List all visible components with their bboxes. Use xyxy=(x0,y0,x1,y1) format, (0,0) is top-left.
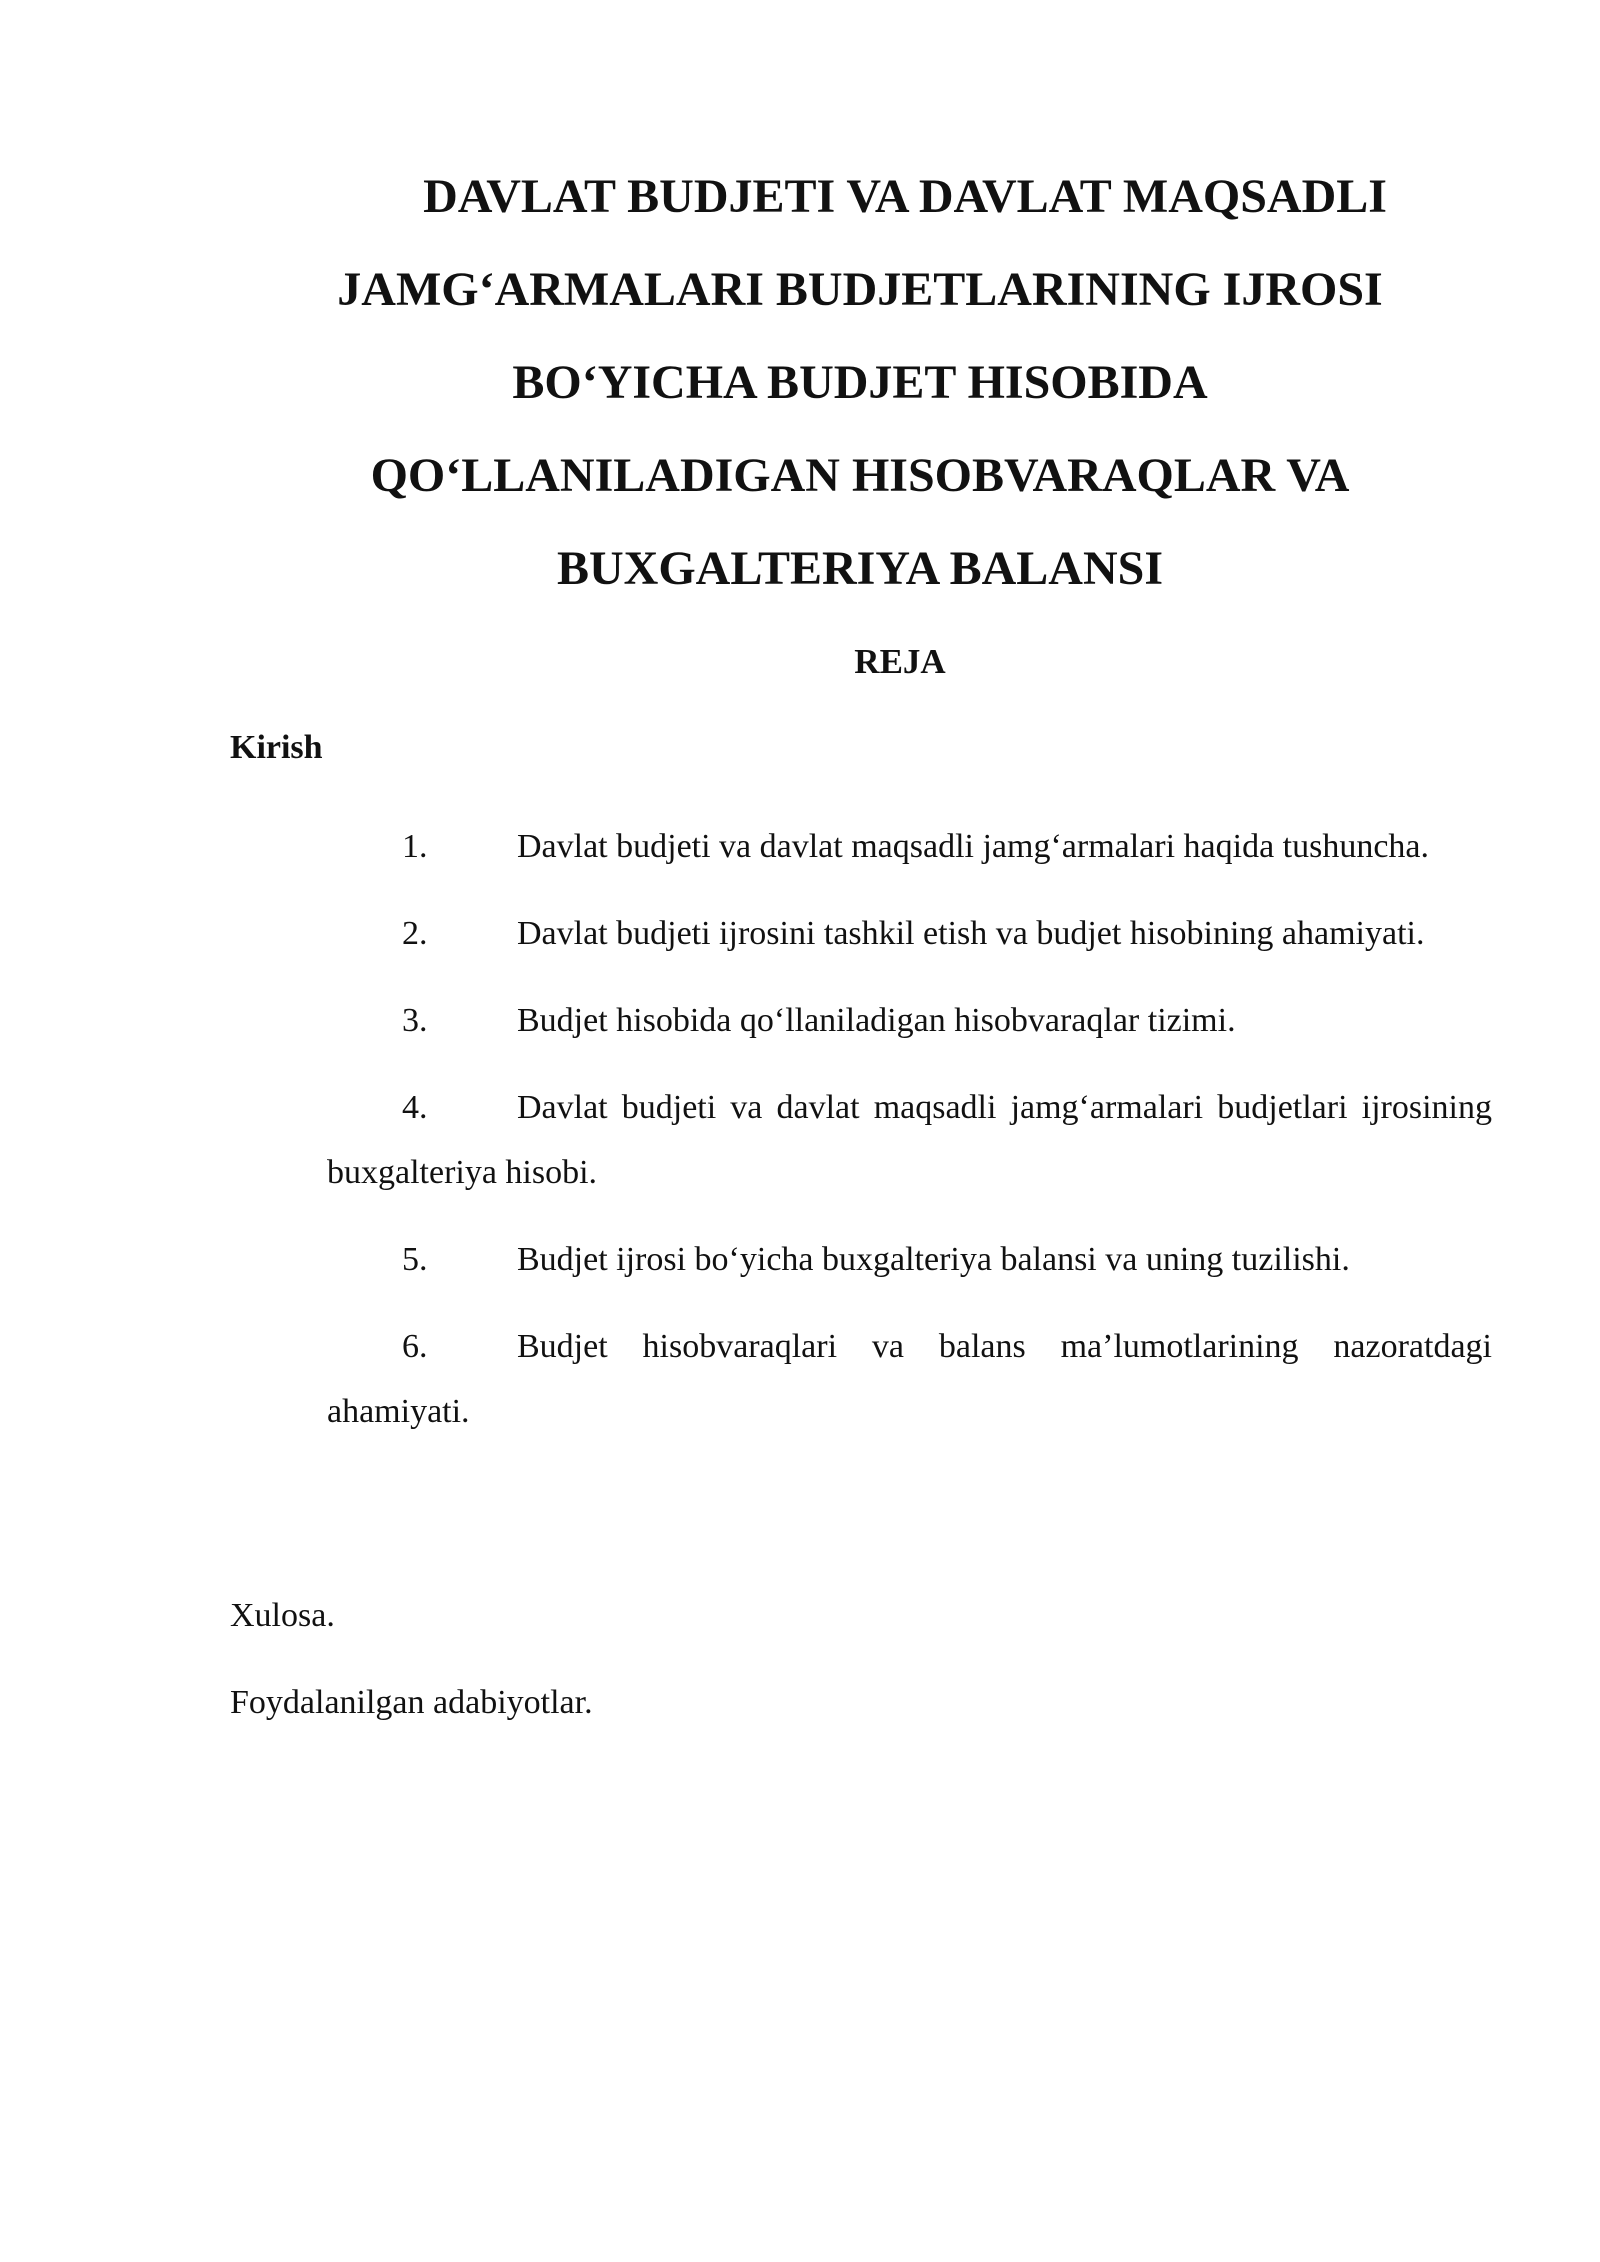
conclusion-heading: Xulosa. xyxy=(230,1597,335,1634)
title-line: QO‘LLANILADIGAN HISOBVARAQLAR VA xyxy=(370,449,1350,502)
plan-item-text: Budjet hisobida qo‘llaniladigan hisobvaraqlar tizimi. xyxy=(517,1002,1236,1039)
title-line: BO‘YICHA BUDJET HISOBIDA xyxy=(512,356,1208,409)
plan-heading: REJA xyxy=(854,642,946,681)
title-line: DAVLAT BUDJETI VA DAVLAT MAQSADLI xyxy=(423,170,1387,223)
plan-item-number: 2. xyxy=(402,915,428,952)
plan-item-text: Davlat budjeti va davlat maqsadli jamg‘armalari budjetlari ijrosining buxgalteriya hisobi. xyxy=(327,1089,1492,1191)
plan-item-number: 1. xyxy=(402,828,428,865)
plan-item-number: 6. xyxy=(402,1328,428,1365)
plan-item-number: 3. xyxy=(402,1002,428,1039)
plan-item-number: 4. xyxy=(402,1089,428,1126)
title-line: BUXGALTERIYA BALANSI xyxy=(557,542,1163,595)
plan-item-text: Budjet ijrosi bo‘yicha buxgalteriya balansi va uning tuzilishi. xyxy=(517,1241,1350,1278)
plan-item xyxy=(327,1227,1492,1292)
plan-item-text: Davlat budjeti ijrosini tashkil etish va budjet hisobining ahamiyati. xyxy=(517,915,1425,952)
document-title xyxy=(230,150,1490,615)
plan-item xyxy=(327,1314,1492,1444)
plan-item xyxy=(327,988,1492,1053)
plan-item-number: 5. xyxy=(402,1241,428,1278)
plan-item xyxy=(327,814,1492,879)
plan-item xyxy=(327,1075,1492,1205)
plan-item-text: Budjet hisobvaraqlari va balans ma’lumotlarining nazoratdagi ahamiyati. xyxy=(327,1328,1492,1430)
references-heading: Foydalanilgan adabiyotlar. xyxy=(230,1684,593,1721)
plan-list xyxy=(327,814,1492,1466)
plan-item-text: Davlat budjeti va davlat maqsadli jamg‘armalari haqida tushuncha. xyxy=(517,828,1430,865)
plan-item xyxy=(327,901,1492,966)
intro-heading: Kirish xyxy=(230,729,323,766)
title-line: JAMG‘ARMALARI BUDJETLARINING IJROSI xyxy=(337,263,1383,316)
